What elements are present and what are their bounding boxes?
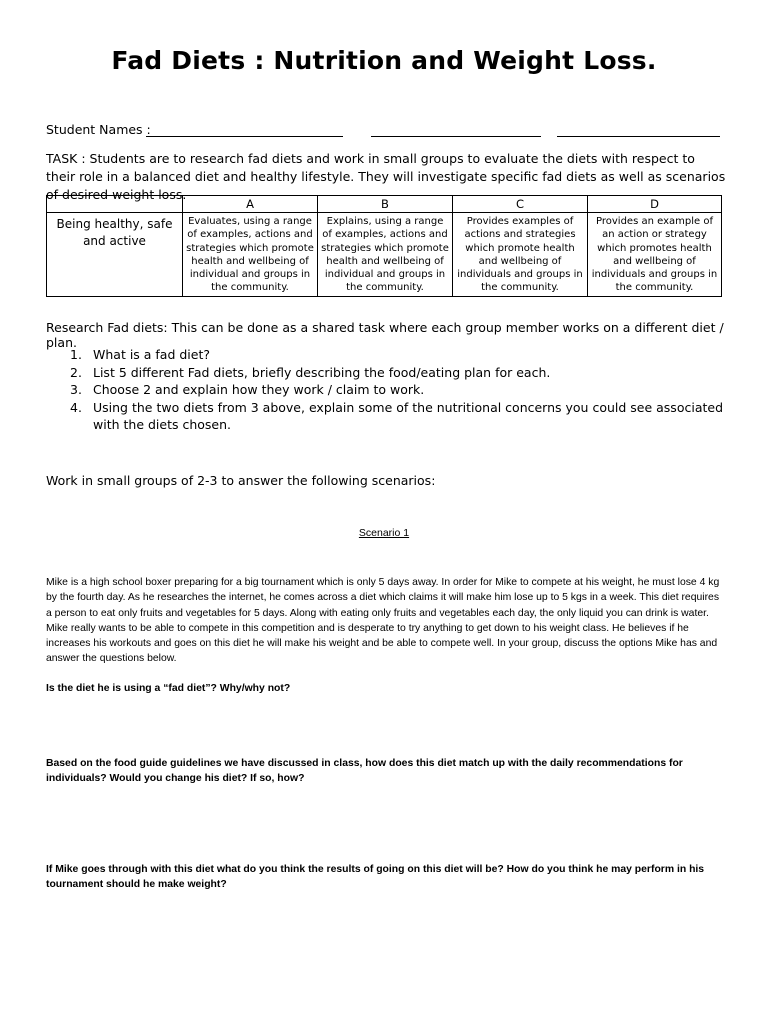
student-name-blank-2[interactable] (371, 136, 541, 137)
list-text: Using the two diets from 3 above, explain some of the nutritional concerns you could see associated with the diets chosen. (93, 399, 723, 432)
groups-instruction: Work in small groups of 2-3 to answer the following scenarios: (46, 473, 436, 488)
scenario-question-2: Based on the food guide guidelines we have discussed in class, how does this diet match up with the daily recommendations for individuals? Would you change his diet? If so, how? (46, 758, 683, 785)
rubric-header-d: D (588, 196, 722, 213)
list-item (46, 364, 726, 382)
rubric-header-row (47, 196, 722, 213)
list-number: 4. (70, 399, 82, 415)
rubric-descriptor-c: Provides examples of actions and strategies which promote health and wellbeing of individuals and groups in the community. (453, 213, 588, 297)
task-description: TASK : Students are to research fad diets and work in small groups to evaluate the diets with respect to their role in a balanced diet and healthy lifestyle. They will investigate specific fad diets as well as scenarios of desired weight loss. (46, 151, 726, 202)
list-item (46, 381, 726, 399)
student-names-label: Student Names : (46, 122, 151, 137)
scenario-text: Mike is a high school boxer preparing for a big tournament which is only 5 days away. In order for Mike to compete at his weight, he must lose 4 kg by the fourth day. As he researches the internet, he comes across a diet which claims it will make him lose up to 5 kgs in a week. This diet requires a person to eat only fruits and vegetables for 5 days. Along with eating only fruits and vegetables each day, the only liquid you can drink is water. Mike really wants to be able to compete in this competition and is desperate to try anything to get down to his weight class. He believes if he increases his workouts and goes on this diet he will make his weight and be able to compete well. In your group, discuss the options Mike has and answer the questions below. (46, 577, 720, 665)
research-intro: Research Fad diets: This can be done as a shared task where each group member works on a different diet / plan. (46, 320, 724, 350)
list-number: 3. (70, 382, 82, 397)
student-name-blank-1[interactable] (146, 136, 343, 137)
list-text: List 5 different Fad diets, briefly describing the food/eating plan for each. (93, 364, 551, 380)
scenario-title: Scenario 1 (358, 527, 410, 539)
page-title: Fad Diets : Nutrition and Weight Loss. (111, 46, 657, 75)
list-item (46, 346, 726, 364)
list-number: 1. (70, 347, 82, 362)
rubric-header-a: A (183, 196, 318, 213)
rubric-descriptor-d: Provides an example of an action or strategy which promotes health and wellbeing of individuals and groups in the community. (588, 213, 722, 297)
rubric-row (47, 213, 722, 297)
list-number: 2. (70, 364, 82, 380)
rubric-criterion: Being healthy, safe and active (47, 213, 183, 297)
rubric-descriptor-b: Explains, using a range of examples, actions and strategies which promote health and wellbeing of individual and groups in the community. (318, 213, 453, 297)
rubric-header-b: B (318, 196, 453, 213)
rubric-header-blank (47, 196, 183, 213)
list-text: What is a fad diet? (93, 347, 211, 362)
list-text: Choose 2 and explain how they work / claim to work. (93, 382, 425, 397)
research-question-list (46, 346, 726, 434)
list-item (46, 399, 726, 434)
rubric-header-c: C (453, 196, 588, 213)
rubric-table (46, 195, 722, 297)
scenario-question-1: Is the diet he is using a “fad diet”? Why/why not? (46, 683, 291, 694)
scenario-question-3: If Mike goes through with this diet what do you think the results of going on this diet will be? How do you think he may perform in his tournament should he make weight? (46, 864, 705, 891)
student-name-blank-3[interactable] (557, 136, 720, 137)
rubric-descriptor-a: Evaluates, using a range of examples, actions and strategies which promote health and wellbeing of individual and groups in the community. (183, 213, 318, 297)
